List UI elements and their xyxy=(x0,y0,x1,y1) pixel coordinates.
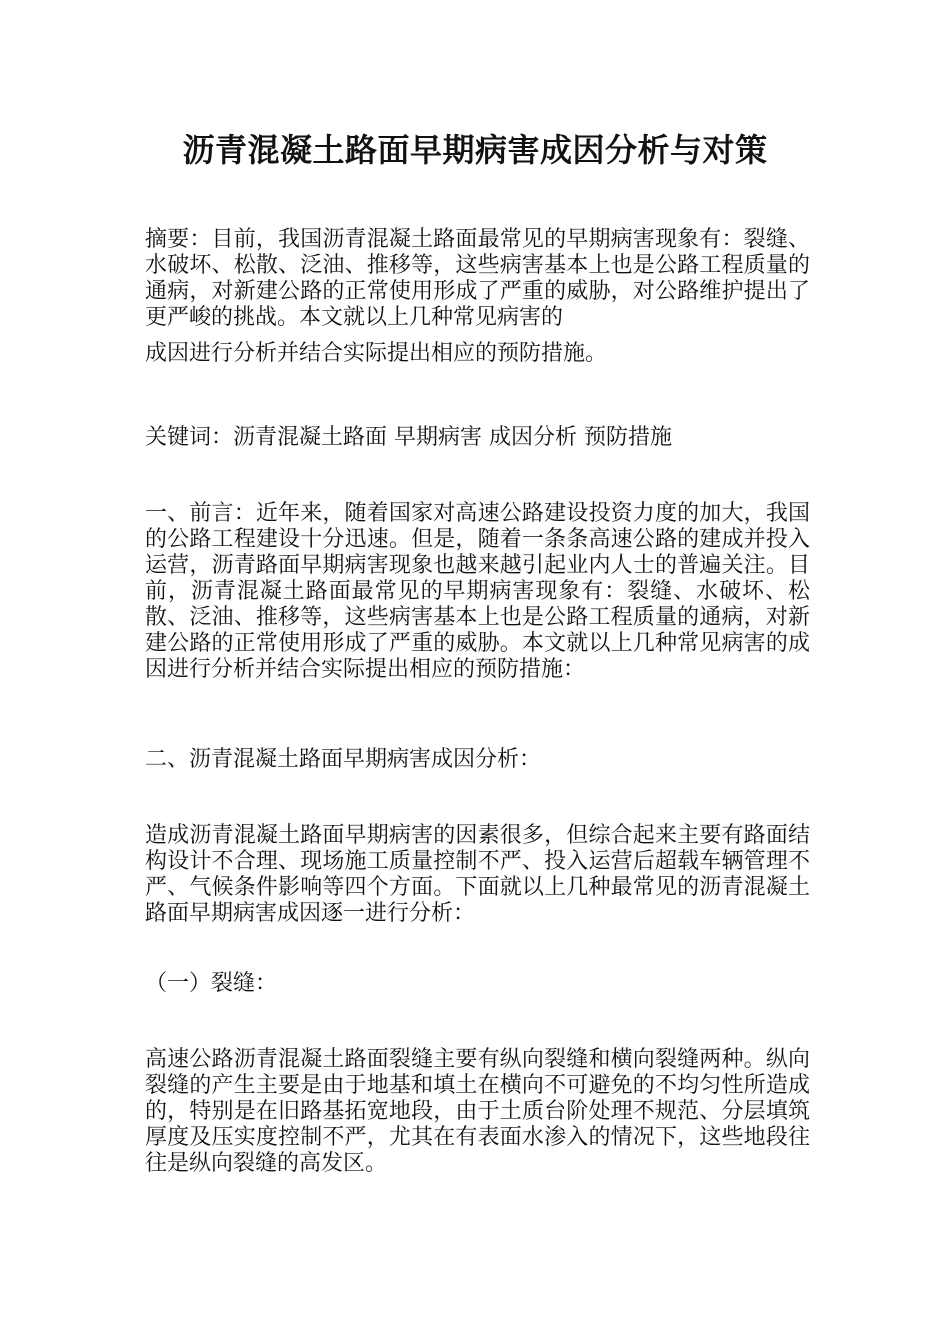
subsection-1-heading: （一）裂缝： xyxy=(145,971,278,996)
section-2-heading: 二、沥青混凝土路面早期病害成因分析： xyxy=(145,747,542,772)
keywords-paragraph: 关键词：沥青混凝土路面 早期病害 成因分析 预防措施 xyxy=(145,425,672,450)
crack-paragraph: 高速公路沥青混凝土路面裂缝主要有纵向裂缝和横向裂缝两种。纵向裂缝的产生主要是由于地基和填土在横向不可避免的不均匀性所造成的，特别是在旧路基拓宽地段，由于土质台阶处理不规范、分层填筑厚度及压实度控制不严，尤其在有表面水渗入的情况下，这些地段往往是纵向裂缝的高发区。 xyxy=(145,1047,810,1176)
intro-paragraph: 一、前言：近年来，随着国家对高速公路建设投资力度的加大，我国的公路工程建设十分迅速。但是，随着一条条高速公路的建成并投入运营，沥青路面早期病害现象也越来越引起业内人士的普遍关注。目前，沥青混凝土路面最常见的早期病害现象有：裂缝、水破坏、松散、泛油、推移等，这些病害基本上也是公路工程质量的通病，对新建公路的正常使用形成了严重的威胁。本文就以上几种常见病害的成因进行分析并结合实际提出相应的预防措施： xyxy=(145,501,810,682)
causes-paragraph: 造成沥青混凝土路面早期病害的因素很多，但综合起来主要有路面结构设计不合理、现场施工质量控制不严、投入运营后超载车辆管理不严、气候条件影响等四个方面。下面就以上几种最常见的沥青混凝土路面早期病害成因逐一进行分析： xyxy=(145,823,810,926)
abstract-paragraph xyxy=(145,227,810,367)
abstract-tail-text: 成因进行分析并结合实际提出相应的预防措施。 xyxy=(145,341,608,366)
document-title: 沥青混凝土路面早期病害成因分析与对策 xyxy=(182,131,768,169)
abstract-text: 摘要：目前，我国沥青混凝土路面最常见的早期病害现象有：裂缝、水破坏、松散、泛油、推移等，这些病害基本上也是公路工程质量的通病，对新建公路的正常使用形成了严重的威胁，对公路维护提出了更严峻的挑战。本文就以上几种常见病害的 xyxy=(145,227,810,330)
